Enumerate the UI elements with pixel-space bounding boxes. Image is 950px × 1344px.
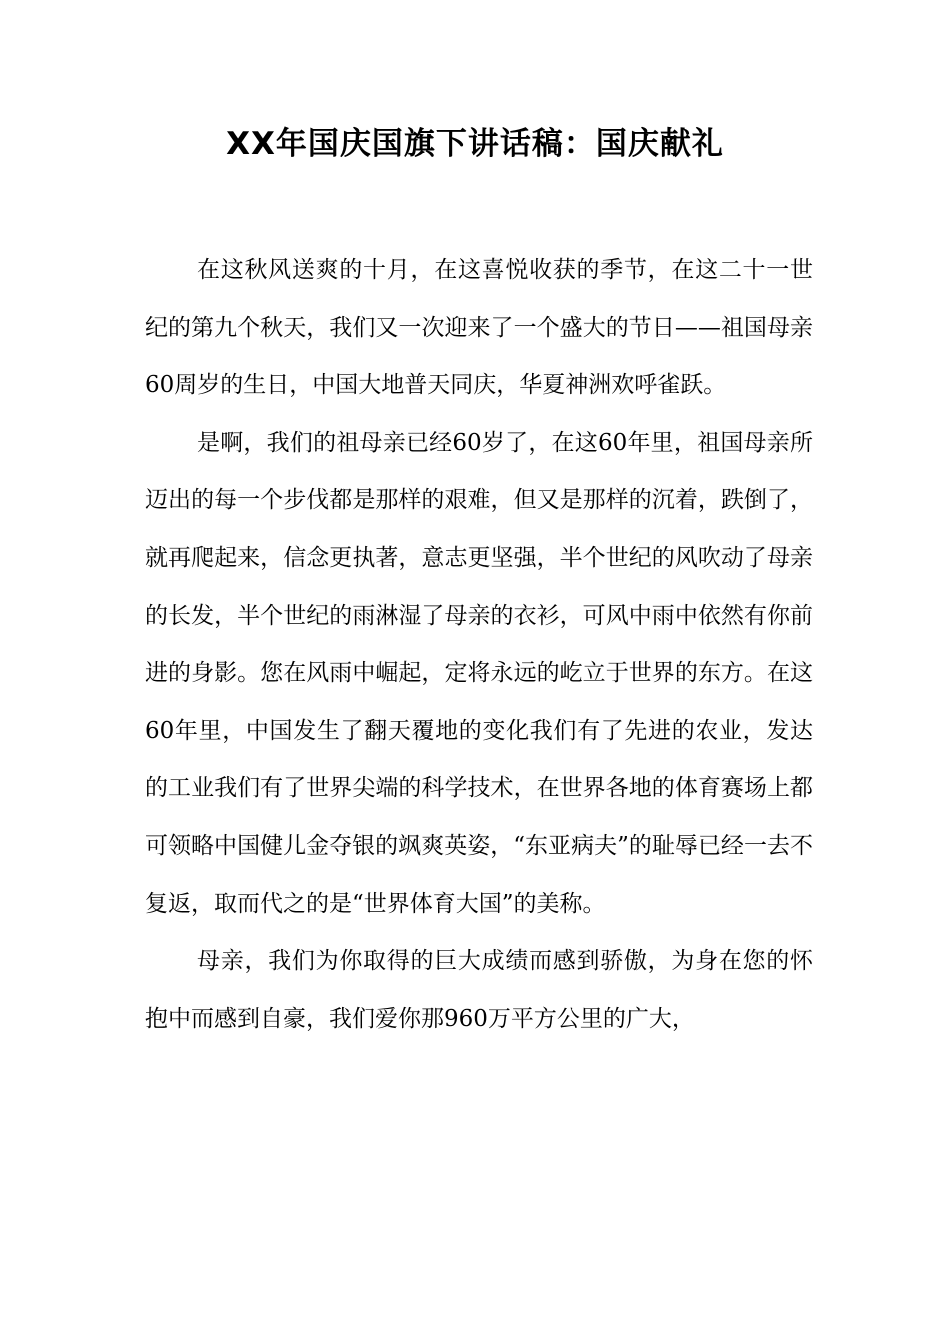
paragraph-3: 母亲，我们为你取得的巨大成绩而感到骄傲，为身在您的怀抱中而感到自豪，我们爱你那960万平方公里的广大， bbox=[145, 948, 813, 1032]
document-title: XX年国庆国旗下讲话稿：国庆献礼 bbox=[226, 126, 724, 162]
paragraph-2: 是啊，我们的祖母亲已经60岁了，在这60年里，祖国母亲所迈出的每一个步伐都是那样的艰难，但又是那样的沉着，跌倒了，就再爬起来，信念更执著，意志更坚强，半个世纪的风吹动了母亲的长发，半个世纪的雨淋湿了母亲的衣衫，可风中雨中依然有你前进的身影。您在风雨中崛起，定将永远的屹立于世界的东方。在这60年里，中国发生了翻天覆地的变化我们有了先进的农业，发达的工业我们有了世界尖端的科学技术，在世界各地的体育赛场上都可领略中国健儿金夺银的飒爽英姿，“东亚病夫”的耻辱已经一去不复返，取而代之的是“世界体育大国”的美称。 bbox=[145, 429, 813, 917]
document-body bbox=[145, 242, 813, 1048]
paragraph-1: 在这秋风送爽的十月，在这喜悦收获的季节，在这二十一世纪的第九个秋天，我们又一次迎来了一个盛大的节日——祖国母亲60周岁的生日，中国大地普天同庆，华夏神洲欢呼雀跃。 bbox=[145, 257, 813, 399]
